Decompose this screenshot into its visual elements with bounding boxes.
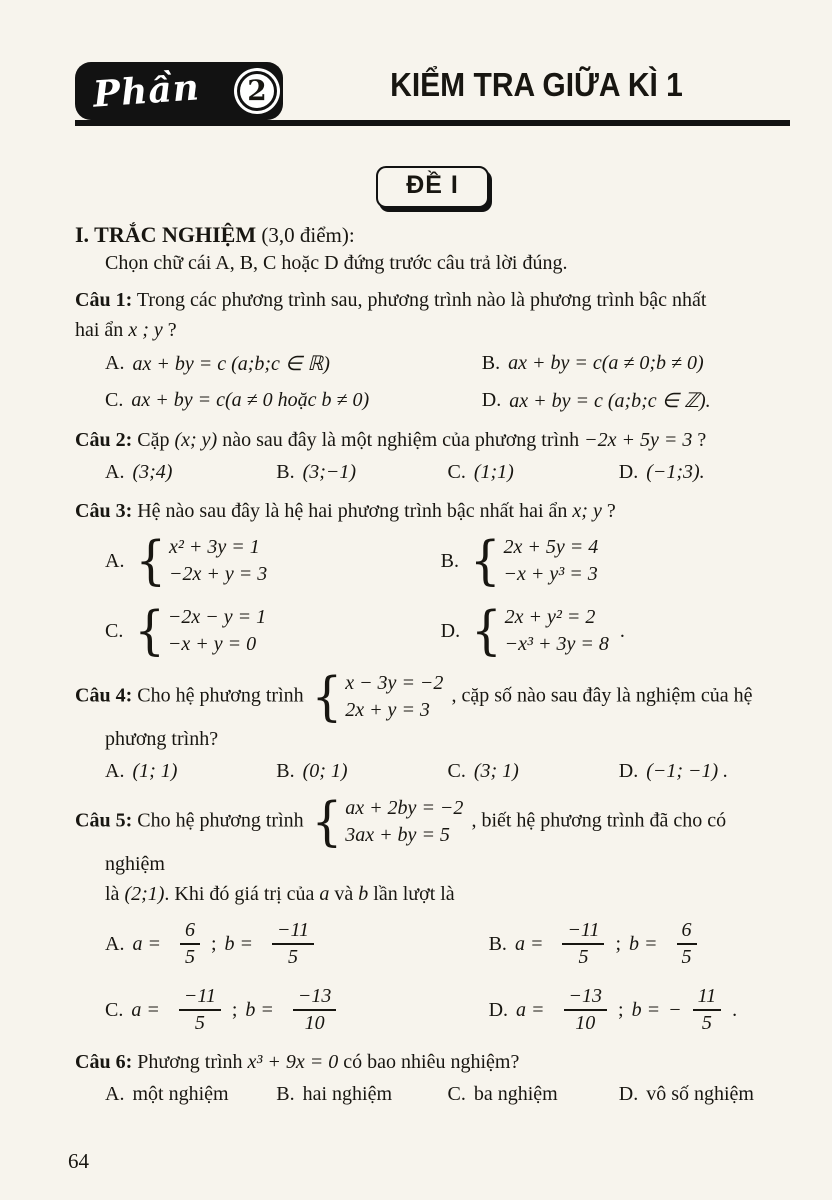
math-expression: x³ + 9x = 0 xyxy=(247,1051,339,1073)
option-label: C. xyxy=(447,760,466,782)
option-b xyxy=(489,919,790,969)
system-brace: { xyxy=(471,600,502,662)
part-label: Phần xyxy=(91,66,202,116)
part-number-badge xyxy=(237,71,277,111)
option-label: B. xyxy=(276,461,295,483)
fraction-numerator: 6 xyxy=(677,919,697,945)
option-label: D. xyxy=(618,1083,639,1105)
equation-line-1: −2x − y = 1 xyxy=(167,606,267,628)
option-label: C. xyxy=(447,461,466,483)
option-c xyxy=(105,388,482,413)
option-b xyxy=(276,461,447,484)
exam-title: ĐỀ I xyxy=(406,171,459,199)
question-text: ? xyxy=(606,500,616,522)
option-label: D. xyxy=(488,998,509,1021)
option-math: (3;4) xyxy=(132,461,173,483)
option-d xyxy=(440,600,790,662)
equation-line-2: −x + y = 0 xyxy=(167,633,257,655)
question-2 xyxy=(75,425,790,484)
exam-title-wrap xyxy=(75,166,790,208)
equation-system xyxy=(135,530,268,592)
fraction xyxy=(180,919,200,969)
option-c xyxy=(448,461,619,484)
question-text: và xyxy=(334,883,354,905)
fraction xyxy=(179,985,221,1035)
math-expression: x ; y xyxy=(128,319,163,341)
question-text: là xyxy=(105,883,120,905)
fraction-sign: − xyxy=(668,998,682,1021)
equation-line-2: −2x + y = 3 xyxy=(169,563,268,585)
option-a xyxy=(105,1083,276,1106)
math-expression: a xyxy=(319,883,330,905)
option-c xyxy=(105,985,489,1035)
variable-b-equals: b = xyxy=(245,998,274,1021)
variable-b-equals: b = xyxy=(224,932,254,955)
fraction-denominator: 5 xyxy=(288,946,299,968)
equation-system xyxy=(134,600,267,662)
option-math: ax + by = c(a ≠ 0 hoặc b ≠ 0) xyxy=(131,389,370,411)
page-header xyxy=(75,60,790,126)
question-text: ? xyxy=(697,429,707,451)
option-b xyxy=(482,351,790,376)
option-label: A. xyxy=(105,352,125,374)
equation-line-1: x − 3y = −2 xyxy=(345,672,444,694)
option-label: C. xyxy=(105,619,124,642)
question-text: nào sau đây là một nghiệm của phương trình xyxy=(222,429,580,451)
option-label: A. xyxy=(105,461,125,483)
question-text: có bao nhiêu nghiệm? xyxy=(343,1051,520,1073)
option-label: A. xyxy=(105,760,125,782)
question-text: hai ẩn xyxy=(75,319,124,341)
variable-a-equals: a = xyxy=(132,932,161,955)
fraction-numerator: −11 xyxy=(179,985,221,1011)
equation-system xyxy=(471,600,609,662)
option-label: B. xyxy=(481,352,501,374)
math-expression: (x; y) xyxy=(174,429,218,451)
math-expression: −2x + 5y = 3 xyxy=(584,429,693,451)
fraction-denominator: 5 xyxy=(578,946,589,968)
question-1-options xyxy=(75,351,790,413)
option-label: D. xyxy=(440,619,461,642)
option-label: C. xyxy=(105,998,124,1021)
system-brace: { xyxy=(135,530,166,592)
option-a xyxy=(105,919,489,969)
option-c xyxy=(448,1083,619,1106)
page-title: KIỂM TRA GIỮA KÌ 1 xyxy=(390,67,683,104)
variable-b-equals: b = xyxy=(631,998,661,1021)
fraction-denominator: 5 xyxy=(701,1012,712,1034)
section-title: I. TRẮC NGHIỆM xyxy=(75,222,257,247)
fraction xyxy=(272,919,314,969)
option-suffix: . xyxy=(732,998,738,1021)
exam-title-box xyxy=(376,166,489,208)
option-text: hai nghiệm xyxy=(302,1083,393,1105)
option-a xyxy=(105,461,276,484)
option-label: D. xyxy=(481,389,502,411)
equation-line-2: 2x + y = 3 xyxy=(345,699,430,721)
question-label: Câu 4: xyxy=(75,684,133,707)
fraction-denominator: 5 xyxy=(184,946,195,968)
equation-system xyxy=(469,530,599,592)
option-label: A. xyxy=(105,1083,125,1105)
question-2-options xyxy=(75,461,790,484)
question-text: lần lượt là xyxy=(373,883,455,905)
question-text: , biết hệ phương trình đã cho có nghiệm xyxy=(105,809,727,875)
question-label: Câu 5: xyxy=(75,809,133,832)
equation-system xyxy=(311,791,464,853)
option-label: C. xyxy=(447,1083,466,1105)
question-5-text xyxy=(75,791,790,909)
equation-line-2: 3ax + by = 5 xyxy=(345,824,450,846)
question-text: . Khi đó giá trị của xyxy=(164,883,315,905)
equation-system xyxy=(311,666,444,728)
option-math: (3; 1) xyxy=(473,760,519,782)
equation-line-2: −x³ + 3y = 8 xyxy=(504,633,609,655)
question-text: Phương trình xyxy=(137,1051,243,1073)
option-label: A. xyxy=(105,932,125,955)
question-text: Cho hệ phương trình xyxy=(137,809,304,832)
question-text: Cặp xyxy=(137,429,170,451)
option-text: vô số nghiệm xyxy=(646,1083,754,1105)
question-6-options xyxy=(75,1083,790,1106)
option-c xyxy=(105,600,441,662)
option-label: A. xyxy=(105,549,125,572)
fraction-numerator: −13 xyxy=(564,985,608,1011)
option-label: D. xyxy=(618,461,639,483)
question-2-text xyxy=(75,425,790,455)
fraction-numerator: −11 xyxy=(272,919,314,945)
part-number: 2 xyxy=(247,74,267,107)
option-b xyxy=(440,530,790,592)
section-heading xyxy=(75,222,790,248)
option-text: một nghiệm xyxy=(132,1083,229,1105)
separator: ; xyxy=(210,932,217,955)
question-6 xyxy=(75,1047,790,1106)
page-number: 64 xyxy=(68,1149,89,1173)
variable-a-equals: a = xyxy=(514,932,544,955)
question-1 xyxy=(75,285,790,413)
question-1-text xyxy=(75,285,790,345)
system-brace: { xyxy=(134,600,165,662)
option-math: ax + by = c(a ≠ 0;b ≠ 0) xyxy=(508,352,704,374)
question-4-text xyxy=(75,666,790,754)
system-brace: { xyxy=(311,666,343,728)
option-label: B. xyxy=(488,932,507,955)
option-math: ax + by = c (a;b;c ∈ ℤ). xyxy=(509,390,711,412)
variable-a-equals: a = xyxy=(516,998,545,1021)
option-label: B. xyxy=(276,1083,295,1105)
option-label: C. xyxy=(105,389,124,411)
option-a xyxy=(105,760,276,783)
equation-line-1: 2x + 5y = 4 xyxy=(503,536,599,558)
fraction xyxy=(562,919,604,969)
option-d xyxy=(619,760,790,783)
question-label: Câu 3: xyxy=(75,500,133,522)
fraction-denominator: 5 xyxy=(194,1012,205,1034)
question-text: Trong các phương trình sau, phương trình nào là phương trình bậc nhất xyxy=(136,289,707,311)
question-text: phương trình? xyxy=(105,728,219,750)
question-3 xyxy=(75,496,790,662)
question-3-options xyxy=(75,530,790,662)
fraction xyxy=(293,985,337,1035)
option-b xyxy=(276,1083,447,1106)
question-label: Câu 1: xyxy=(75,289,133,311)
math-expression: x; y xyxy=(572,500,602,522)
fraction-numerator: −11 xyxy=(562,919,604,945)
math-expression: b xyxy=(358,883,369,905)
option-label: B. xyxy=(276,760,295,782)
option-d xyxy=(489,985,790,1035)
fraction xyxy=(564,985,608,1035)
variable-b-equals: b = xyxy=(629,932,658,955)
question-label: Câu 6: xyxy=(75,1051,133,1073)
fraction-numerator: 6 xyxy=(180,919,200,945)
option-math: (1;1) xyxy=(473,461,514,483)
fraction xyxy=(677,919,697,969)
option-suffix: . xyxy=(619,619,625,642)
section-points: (3,0 điểm): xyxy=(261,223,355,247)
system-brace: { xyxy=(311,791,343,853)
option-math: (1; 1) xyxy=(132,760,178,782)
question-3-text xyxy=(75,496,790,526)
separator: ; xyxy=(618,998,624,1021)
equation-line-1: 2x + y² = 2 xyxy=(504,606,596,628)
part-banner xyxy=(75,62,283,120)
fraction-denominator: 10 xyxy=(575,1012,596,1034)
separator: ; xyxy=(231,998,238,1021)
equation-line-1: ax + 2by = −2 xyxy=(345,797,464,819)
option-c xyxy=(448,760,619,783)
separator: ; xyxy=(615,932,622,955)
option-math: (3;−1) xyxy=(302,461,357,483)
fraction-denominator: 5 xyxy=(681,946,692,968)
option-a xyxy=(105,530,441,592)
equation-line-2: −x + y³ = 3 xyxy=(503,563,598,585)
option-label: D. xyxy=(618,760,639,782)
question-5-options xyxy=(75,919,790,1035)
option-math: ax + by = c (a;b;c ∈ ℝ) xyxy=(132,353,330,375)
option-math: (−1; −1) . xyxy=(646,760,729,782)
fraction-denominator: 10 xyxy=(304,1012,325,1034)
question-6-text xyxy=(75,1047,790,1077)
question-text: , cặp số nào sau đây là nghiệm của hệ xyxy=(451,684,753,707)
option-math: (−1;3). xyxy=(646,461,705,483)
option-d xyxy=(619,1083,790,1106)
question-4-options xyxy=(75,760,790,783)
option-text: ba nghiệm xyxy=(473,1083,558,1105)
question-text: Cho hệ phương trình xyxy=(137,684,304,707)
fraction xyxy=(693,985,722,1035)
question-4 xyxy=(75,666,790,783)
option-math: (0; 1) xyxy=(302,760,348,782)
option-d xyxy=(482,388,790,413)
math-expression: (2;1) xyxy=(124,883,165,905)
question-text: Hệ nào sau đây là hệ hai phương trình bậc nhất hai ẩn xyxy=(137,500,568,522)
option-label: B. xyxy=(440,549,459,572)
option-b xyxy=(276,760,447,783)
option-a xyxy=(105,351,482,376)
question-5 xyxy=(75,791,790,1035)
system-brace: { xyxy=(469,530,501,592)
fraction-numerator: 11 xyxy=(693,985,722,1011)
equation-line-1: x² + 3y = 1 xyxy=(169,536,260,558)
question-label: Câu 2: xyxy=(75,429,133,451)
variable-a-equals: a = xyxy=(131,998,160,1021)
option-d xyxy=(619,461,790,484)
fraction-numerator: −13 xyxy=(293,985,337,1011)
section-instruction: Chọn chữ cái A, B, C hoặc D đứng trước câu trả lời đúng. xyxy=(105,252,568,274)
question-text: ? xyxy=(167,319,177,341)
